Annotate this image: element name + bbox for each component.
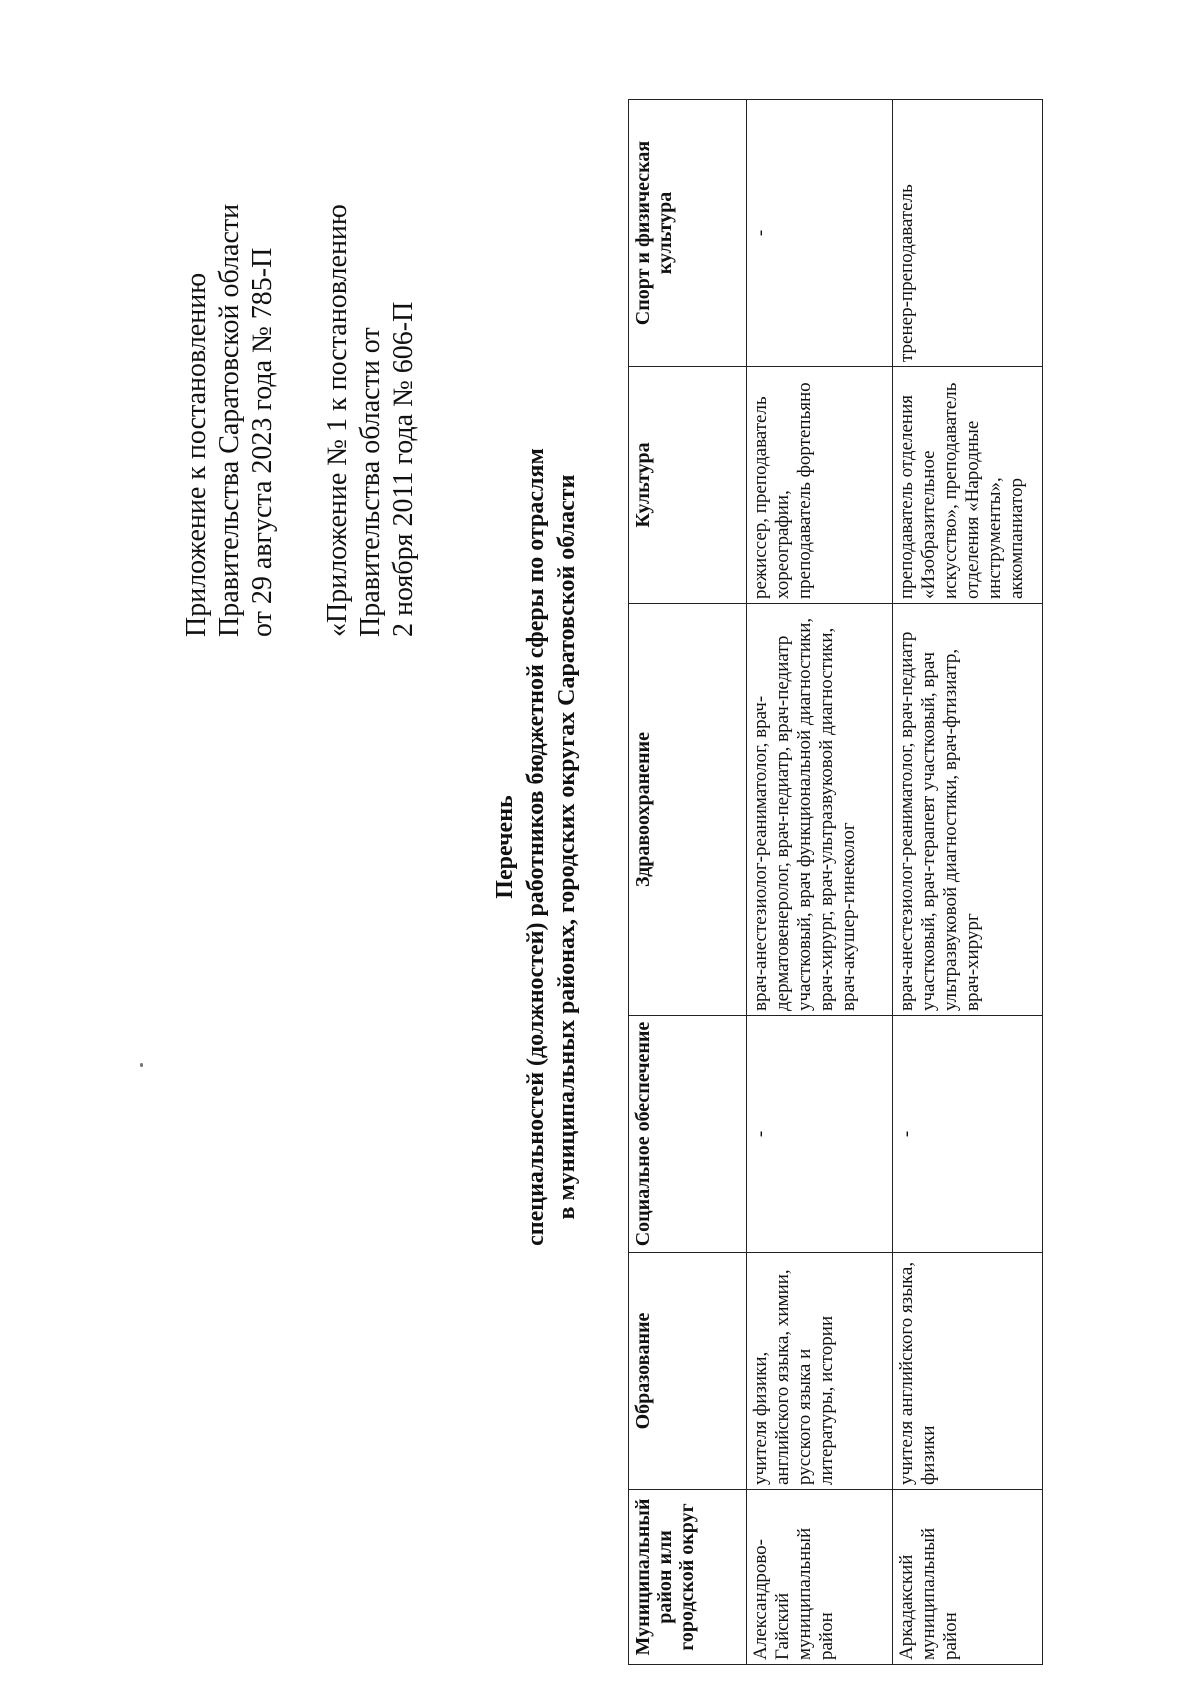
cell-social-security: - (893, 1016, 1043, 1253)
scan-speck (140, 1063, 143, 1067)
column-header-social-security: Социальное обеспечение (629, 1016, 747, 1253)
table-row (893, 100, 1043, 1665)
table-row (747, 100, 893, 1665)
cell-district: Александрово-Гайский муниципальный район (747, 1490, 893, 1665)
column-header-healthcare: Здравоохранение (629, 604, 747, 1016)
cell-sport: - (747, 100, 893, 367)
cell-education: учителя английского языка, физики (893, 1253, 1043, 1490)
cell-healthcare: врач-анестезиолог-реаниматолог, врач-педиатр участковый, врач-терапевт участковый, врач ультразвуковой диагностики, врач-фтизиатр, врач-хирург (893, 604, 1043, 1016)
cell-social-security: - (747, 1016, 893, 1253)
column-header-culture: Культура (629, 367, 747, 604)
column-header-sport: Спорт и физическая культура (629, 100, 747, 367)
table-header-row (629, 100, 747, 1665)
column-header-district: Муниципальный район или городской округ (629, 1490, 747, 1665)
cell-education: учителя физики, английского языка, химии, русского языка и литературы, истории (747, 1253, 893, 1490)
cell-healthcare: врач-анестезиолог-реаниматолог, врач-дерматовенеролог, врач-педиатр, врач-педиатр участковый, врач функциональной диагностики, врач-хирург, врач-ультразвуковой диагностики, врач-акушер-гинеколог (747, 604, 893, 1016)
specialties-table (628, 99, 1043, 1665)
appendix-line: Правительства области от (355, 327, 386, 637)
appendix-line: от 29 августа 2023 года № 785-П (247, 247, 278, 637)
appendix-reference (180, 77, 420, 637)
title-line: Перечень (492, 795, 518, 899)
appendix-line: 2 ноября 2011 года № 606-П (388, 301, 419, 637)
title-line: в муниципальных районах, городских округах Саратовской области (554, 474, 580, 1220)
column-header-education: Образование (629, 1253, 747, 1490)
appendix-line: Приложение к постановлению (181, 272, 212, 637)
cell-culture: преподаватель отделения «Изобразительное искусство», преподаватель отделения «Народные инструменты», аккомпаниатор (893, 367, 1043, 604)
appendix-line: Правительства Саратовской области (214, 203, 245, 637)
cell-district: Аркадакский муниципальный район (893, 1490, 1043, 1665)
cell-culture: режиссер, преподаватель хореографии, преподаватель фортепьяно (747, 367, 893, 604)
cell-sport: тренер-преподаватель (893, 100, 1043, 367)
appendix-line: «Приложение № 1 к постановлению (322, 204, 353, 637)
title-line: специальностей (должностей) работников бюджетной сферы по отраслям (523, 448, 549, 1246)
document-title (490, 97, 583, 1597)
